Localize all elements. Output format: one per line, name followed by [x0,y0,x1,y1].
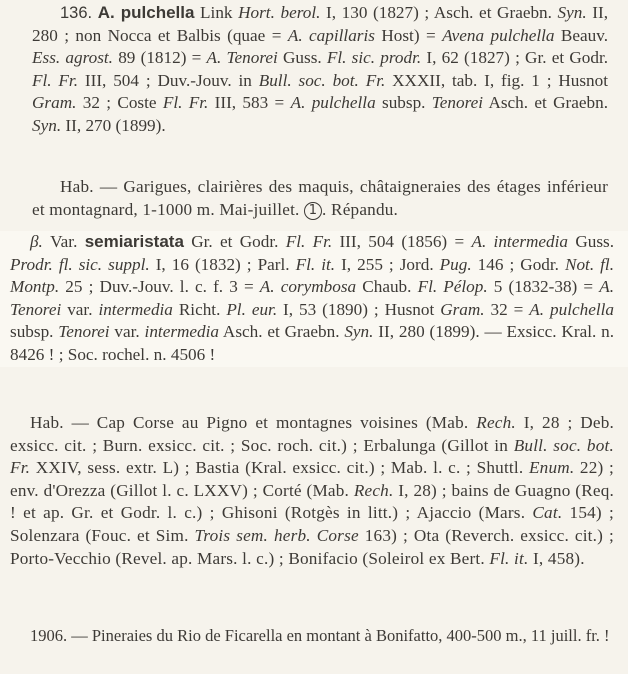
italic-citation-run: Fl. Fr. [32,70,79,90]
italic-citation-run: Prodr. fl. sic. suppl. [10,254,150,274]
italic-citation-run: Avena pulchella [442,25,555,45]
text-run: 154) ; Solenzara (Fouc. et Sim. [10,503,614,545]
italic-citation-run: Cat. [532,503,563,523]
habitat-text: Hab. — Garigues, clairières des maquis, châtaigneraies des étages inférieur et montagnard, 1-1000 m. Mai-juillet. [32,177,608,219]
italic-citation-run: Syn. [344,322,374,342]
italic-citation-run: Fl. sic. prodr. [326,48,422,68]
italic-citation-run: Rech. [476,413,516,432]
text-run: Richt. [172,299,227,319]
italic-citation-run: Bull. soc. bot. Fr. [10,435,614,478]
entry-number: 136. [60,4,93,22]
text-run: Guss. [277,48,327,68]
text-run: I, 28 ; Deb. exsicc. cit. ; Burn. exsicc. cit. ; Soc. roch. cit.) ; Erbalunga (Gillot in [10,413,615,455]
text-run: 32 ; Coste [76,93,163,113]
italic-citation-run: A. Tenorei [10,277,615,319]
italic-citation-run: Tenorei [431,93,484,113]
italic-citation-run: A. Tenorei [206,48,278,68]
italic-citation-run: Bull. soc. bot. Fr. [258,70,386,90]
text-run: subsp. [375,93,432,113]
italic-citation-run: Rech. [353,480,394,500]
variety-habitat-text [10,413,614,568]
variety-label: Var. [42,232,85,251]
text-run: Beauv. [554,25,609,45]
italic-citation-run: Fl. it. [489,548,529,568]
variety-name: semiaristata [84,232,184,251]
italic-citation-run: A. capillaris [287,25,375,45]
italic-citation-run: Tenorei [58,322,110,342]
italic-citation-run: intermedia [144,322,220,342]
italic-citation-run: A. intermedia [471,232,569,251]
text-run: II, 280 (1899). — Exsicc. Kral. n. 8426 ! ; Soc. rochel. n. 4506 ! [10,322,614,364]
text-run: 32 = [484,299,530,319]
text-run: 163) ; Ota (Reverch. exsicc. cit.) ; Porto-Vecchio (Revel. ap. Mars. l. c.) ; Bonifacio (Soleirol ex Bert. [10,525,615,568]
perennial-symbol: 1 [304,202,322,220]
italic-citation-run: Pl. eur. [226,299,278,319]
italic-citation-run: Not. fl. Montp. [10,254,614,297]
variety-habitat-paragraph [0,412,628,570]
text-run: 146 ; Godr. [471,254,565,274]
text-run: I, 255 ; Jord. [335,254,440,274]
text-run: III, 583 = [208,93,291,113]
text-run: Chaub. [356,277,418,297]
text-run: subsp. [10,322,59,342]
text-run: III, 504 (1856) = [332,232,472,251]
italic-citation-run: Fl. it. [295,254,336,274]
italic-citation-run: A. pulchella [290,93,376,113]
italic-citation-run: Hort. berol. [238,3,321,22]
italic-citation-run: intermedia [98,299,173,319]
text-run: Asch. et Graebn. [483,93,608,113]
text-run: 25 ; Duv.-Jouv. l. c. f. 3 = [59,277,260,297]
italic-citation-run: Enum. [528,458,575,478]
text-run: II, 280 ; non Nocca et Balbis (quae = [32,3,609,45]
italic-citation-run: Fl. Fr. [285,232,333,251]
italic-citation-run: Syn. [32,115,62,135]
italic-citation-run: Trois sem. herb. Corse [194,525,359,545]
text-run: Link [194,3,239,22]
text-run: Gr. et Godr. [183,232,286,251]
text-run: Hab. — Cap Corse au Pigno et montagnes voisines (Mab. [30,413,477,432]
species-synonymy [32,3,608,135]
variety-entry [0,231,628,367]
italic-citation-run: Fl. Fr. [162,93,209,113]
text-run: Asch. et Graebn. [219,322,345,342]
text-run: Host) = [374,25,443,45]
species-entry [0,2,628,138]
text-run: var. [61,299,99,319]
text-run: var. [109,322,145,342]
text-run: III, 504 ; Duv.-Jouv. in [78,70,259,90]
variety-greek: β. [30,232,43,251]
text-run: II, 270 (1899). [61,115,166,135]
text-run: 89 (1812) = [112,48,207,68]
text-run: I, 62 (1827) ; Gr. et Godr. [421,48,609,68]
italic-citation-run: A. corymbosa [259,277,357,297]
text-run: I, 16 (1832) ; Parl. [149,254,296,274]
italic-citation-run: Gram. [440,299,485,319]
habitat-paragraph [0,176,628,221]
collection-note [0,625,628,647]
text-run: XXIV, sess. extr. L) ; Bastia (Kral. exsicc. cit.) ; Mab. l. c. ; Shuttl. [30,458,529,478]
text-run: I, 53 (1890) ; Husnot [277,299,441,319]
text-run: I, 130 (1827) ; Asch. et Graebn. [320,3,558,22]
italic-citation-run: Syn. [557,3,587,22]
text-run: Guss. [568,232,615,251]
italic-citation-run: Ess. agrost. [32,48,113,68]
text-run: 22) ; env. d'Orezza (Gillot l. c. LXXV) ; Corté (Mab. [10,458,614,500]
variety-synonymy [10,232,614,364]
text-run: XXXII, tab. I, fig. 1 ; Husnot [385,70,608,90]
collection-note-text: 1906. — Pineraies du Rio de Ficarella en montant à Bonifatto, 400-500 m., 11 juill. fr. ! [30,626,610,645]
italic-citation-run: Pug. [439,254,472,274]
text-run: I, 28) ; bains de Guagno (Req. ! et ap. Gr. et Godr. l. c.) ; Ghisoni (Rotgès in litt.) ; Ajaccio (Mars. [10,480,614,523]
text-run: 5 (1832-38) = [487,277,600,297]
text-run: I, 458). [528,548,585,568]
italic-citation-run: Gram. [32,93,77,113]
species-name: A. pulchella [97,3,195,22]
italic-citation-run: A. pulchella [529,299,614,319]
habitat-tail: . Répandu. [322,199,399,219]
italic-citation-run: Fl. Pélop. [417,277,488,297]
